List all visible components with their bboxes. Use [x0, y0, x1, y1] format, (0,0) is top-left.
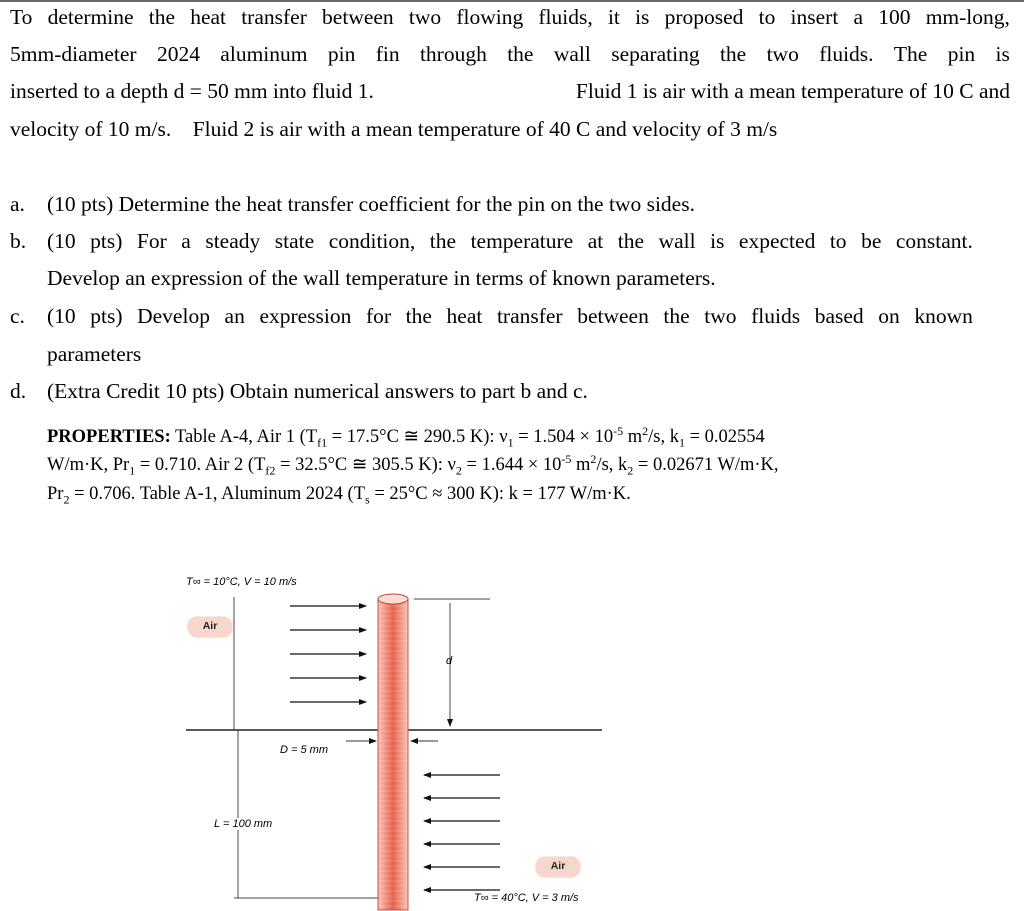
intro-line-4: velocity of 10 m/s. Fluid 2 is air with a mean temperature of 40 C and velocity of 3 m/s: [10, 117, 778, 141]
properties-line-2: W/m·K, $Pr_1 = 0.710$. Air 2 ($T_{f2} = 32.5^\circ C$ ≅ 305.5 K): $\nu_2 = 1.644 \times 10^{-5}$ $m^2/s$, $k_2 = 0.02671$ W/m·K,: [47, 451, 779, 478]
word: fluids.: [819, 42, 874, 66]
word: The: [893, 42, 928, 66]
word: between: [577, 304, 649, 328]
word: the: [507, 42, 534, 66]
word: wall: [553, 42, 591, 66]
word: be: [861, 229, 882, 253]
word: mm-long,: [925, 5, 1010, 29]
word: two: [408, 5, 442, 29]
word: for: [365, 304, 392, 328]
word: pts): [90, 229, 123, 253]
question-a-text: (10 pts) Determine the heat transfer coefficient for the pin on the two sides.: [47, 192, 695, 216]
word: state: [274, 229, 315, 253]
top-conditions-label: T∞ = 10°C, V = 10 m/s: [186, 576, 297, 588]
word: pin: [947, 42, 976, 66]
word: is: [995, 42, 1010, 66]
word: known: [914, 304, 973, 328]
bottom-conditions-label: T∞ = 40°C, V = 3 m/s: [474, 892, 579, 904]
question-b-letter: b.: [10, 229, 27, 253]
question-d-text: (Extra Credit 10 pts) Obtain numerical answers to part b and c.: [47, 379, 588, 403]
word: through: [419, 42, 487, 66]
word: the: [429, 229, 457, 253]
question-d-letter: d.: [10, 379, 27, 403]
word: 2024: [156, 42, 200, 66]
word: 5mm-diameter: [10, 42, 137, 66]
word: pin: [327, 42, 356, 66]
word: (10: [47, 229, 76, 253]
word: an: [224, 304, 245, 328]
word: is: [710, 229, 725, 253]
pin-stripes: [379, 606, 407, 906]
word: the: [617, 229, 645, 253]
word: flowing: [456, 5, 524, 29]
word: heat: [190, 5, 227, 29]
word: inserted to a depth d = 50 mm into fluid 1.: [10, 79, 374, 103]
fluid2-flow-arrows: [424, 775, 500, 890]
word: the: [663, 304, 690, 328]
word: 100: [878, 5, 911, 29]
word: Fluid 1 is air with a mean temperature of 10 C and: [575, 79, 1010, 103]
properties-heading: PROPERTIES:: [47, 427, 171, 447]
word: separating: [611, 42, 700, 66]
word: on: [878, 304, 900, 328]
properties-line-3: $Pr_2 = 0.706$. Table A-1, Aluminum 2024 ($T_s = 25^\circ C \approx 300$ K): k = 177 W/m·K.: [47, 484, 631, 507]
word: two: [704, 304, 737, 328]
word: fin: [375, 42, 400, 66]
diameter-label: D = 5 mm: [280, 744, 328, 756]
question-a-letter: a.: [10, 192, 25, 216]
properties-line-1: PROPERTIES: Table A-4, Air 1 ($T_{f1} = 17.5^\circ C$ ≅ 290.5 K): $\nu_1 = 1.504 \times 10^{-5}$ $m^2/s$, $k_1 = 0.02554$: [47, 423, 765, 450]
word: the: [405, 304, 432, 328]
word: a: [853, 5, 864, 29]
word: pts): [90, 304, 123, 328]
word: fluids,: [538, 5, 593, 29]
word: condition,: [328, 229, 416, 253]
word: determine: [47, 5, 134, 29]
word: (10: [47, 304, 76, 328]
word: constant.: [895, 229, 973, 253]
word: to: [758, 5, 776, 29]
word: two: [766, 42, 799, 66]
pin-top: [378, 594, 408, 604]
depth-label: d: [446, 655, 453, 667]
word: expression: [259, 304, 352, 328]
question-c-letter: c.: [10, 304, 25, 328]
word: it: [607, 5, 620, 29]
word: between: [322, 5, 394, 29]
word: based: [814, 304, 864, 328]
question-c-line-2: parameters: [47, 342, 142, 366]
word: at: [587, 229, 604, 253]
word: transfer: [496, 304, 563, 328]
word: aluminum: [220, 42, 308, 66]
word: To: [10, 5, 33, 29]
question-b-line-2: Develop an expression of the wall temperature in terms of known parameters.: [47, 266, 716, 290]
word: Develop: [137, 304, 210, 328]
word: the: [719, 42, 747, 66]
word: a: [181, 229, 191, 253]
word: is: [635, 5, 650, 29]
word: temperature: [470, 229, 574, 253]
word: proposed: [664, 5, 744, 29]
fluid1-flow-arrows: [290, 606, 366, 702]
word: fluids: [751, 304, 801, 328]
word: For: [136, 229, 167, 253]
word: the: [148, 5, 176, 29]
air-badge-top: Air: [188, 617, 232, 637]
word: steady: [205, 229, 261, 253]
word: insert: [790, 5, 839, 29]
word: heat: [446, 304, 483, 328]
word: wall: [658, 229, 696, 253]
word: to: [829, 229, 847, 253]
word: expected: [738, 229, 816, 253]
air-badge-bottom: Air: [536, 857, 580, 877]
length-label: L = 100 mm: [214, 818, 273, 830]
word: transfer: [241, 5, 307, 29]
